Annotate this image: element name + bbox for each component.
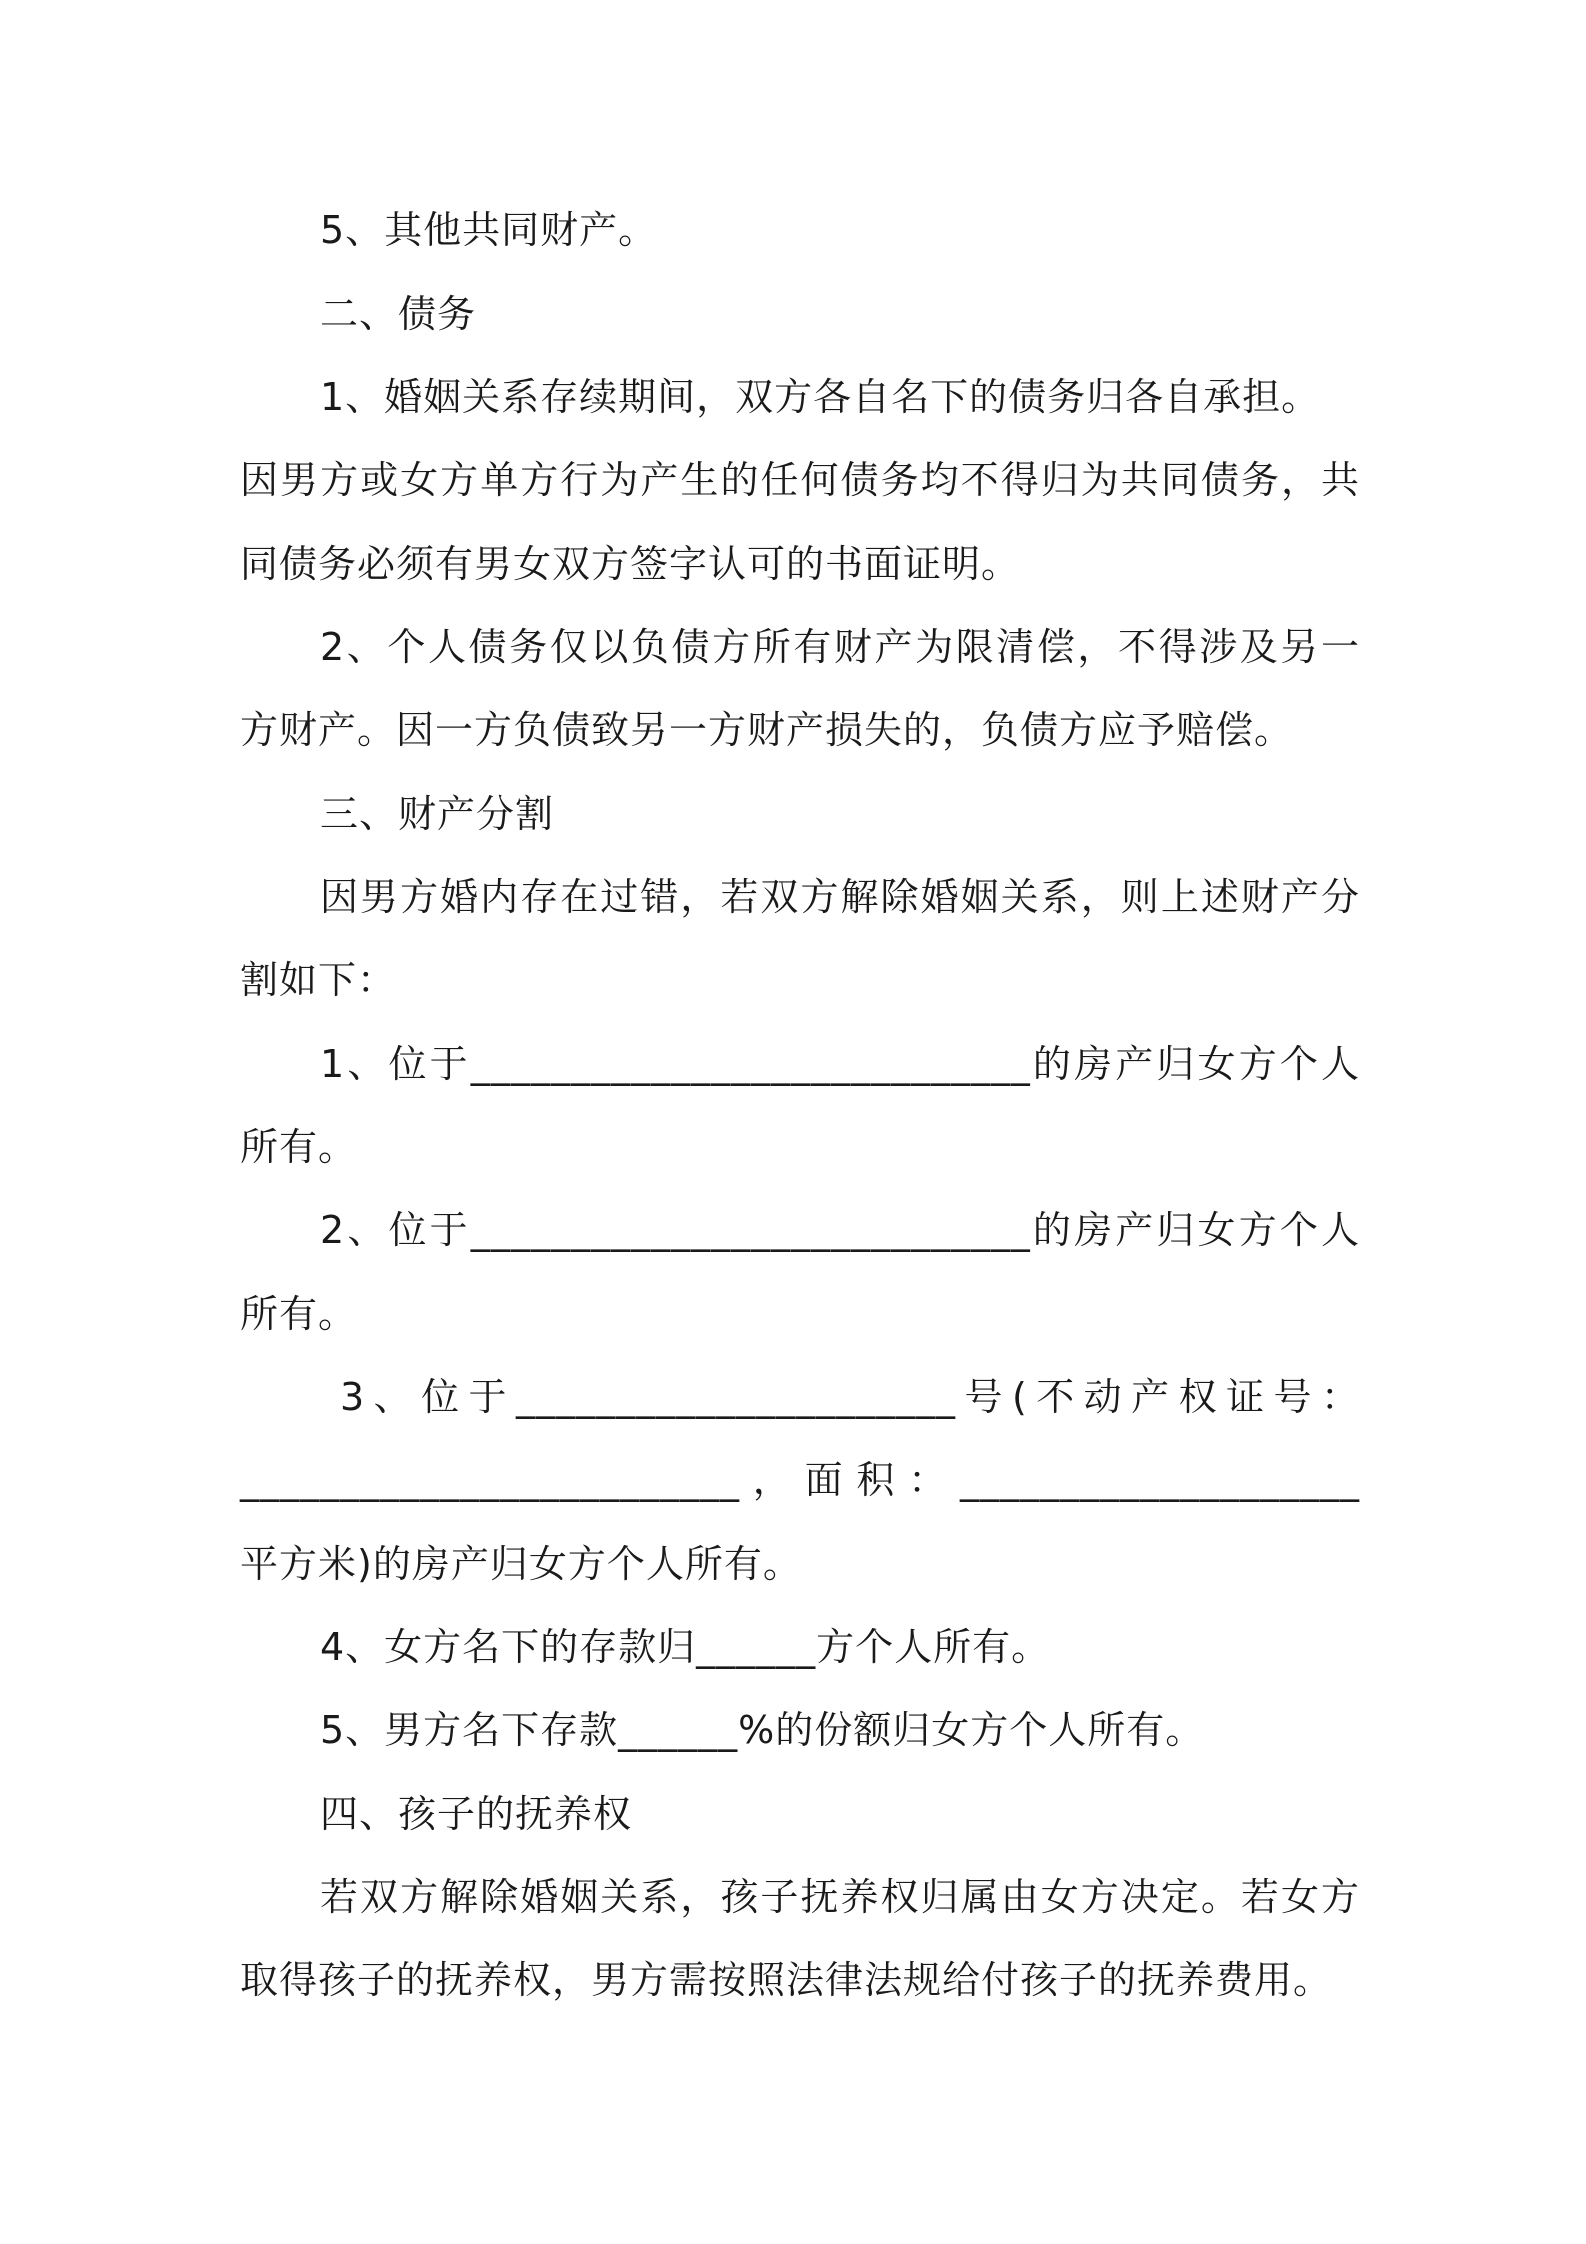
text-line: 取得孩子的抚养权，男方需按照法律法规给付孩子的抚养费用。 — [240, 1958, 1333, 2002]
text-line: _________________________，面积：____________________ — [240, 1458, 1360, 1502]
text-line: 若双方解除婚姻关系，孩子抚养权归属由女方决定。若女方 — [320, 1875, 1360, 1919]
text-line: 方财产。因一方负债致另一方财产损失的，负债方应予赔偿。 — [240, 708, 1294, 752]
text-line: 4、女方名下的存款归______方个人所有。 — [320, 1625, 1051, 1669]
text-line: 平方米)的房产归女方个人所有。 — [240, 1542, 802, 1586]
text-line: 2、位于____________________________的房产归女方个人 — [320, 1208, 1360, 1252]
text-line: 因男方婚内存在过错，若双方解除婚姻关系，则上述财产分 — [320, 875, 1360, 919]
text-line: 5、其他共同财产。 — [320, 208, 658, 252]
text-line: 3、位于______________________号(不动产权证号： — [340, 1375, 1360, 1419]
text-line: 因男方或女方单方行为产生的任何债务均不得归为共同债务，共 — [240, 458, 1360, 502]
text-line: 割如下： — [240, 958, 397, 1002]
section-heading-property-division: 三、财产分割 — [320, 792, 555, 836]
text-line: 1、位于____________________________的房产归女方个人 — [320, 1042, 1360, 1086]
section-heading-custody: 四、孩子的抚养权 — [320, 1792, 633, 1836]
text-line: 所有。 — [240, 1292, 358, 1336]
text-line: 1、婚姻关系存续期间，双方各自名下的债务归各自承担。 — [320, 375, 1321, 419]
text-line: 所有。 — [240, 1125, 358, 1169]
text-line: 5、男方名下存款______%的份额归女方个人所有。 — [320, 1708, 1205, 1752]
text-line: 2、个人债务仅以负债方所有财产为限清偿，不得涉及另一 — [320, 625, 1360, 669]
text-line: 同债务必须有男女双方签字认可的书面证明。 — [240, 542, 1021, 586]
section-heading-debts: 二、债务 — [320, 292, 477, 336]
